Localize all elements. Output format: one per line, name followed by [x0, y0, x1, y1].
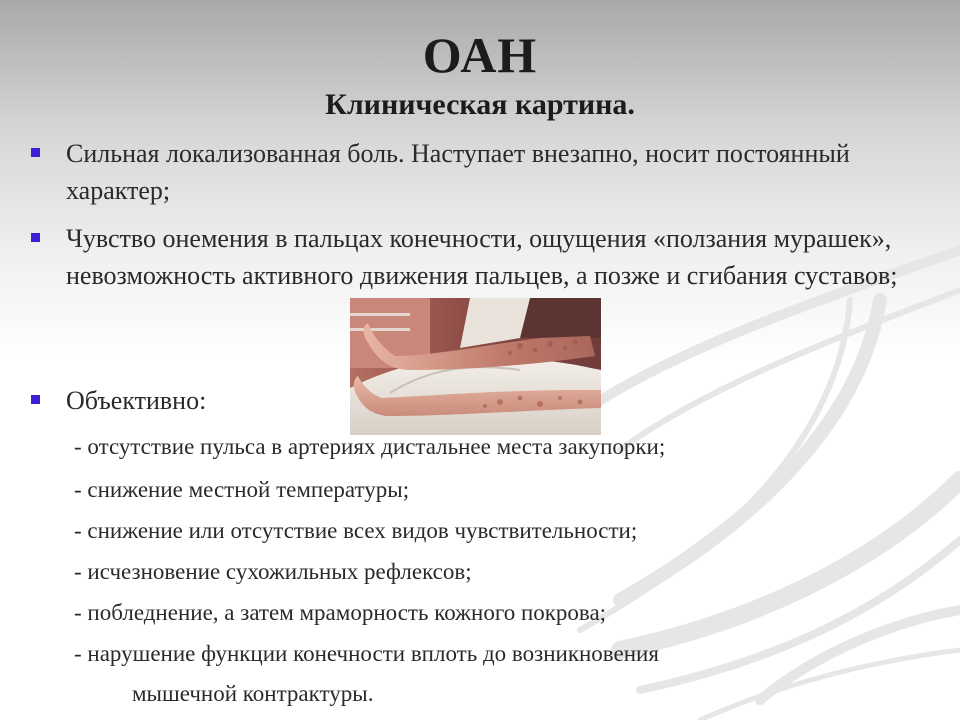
bullet-text: Объективно:	[66, 386, 207, 415]
objective-sign-item: - исчезновение сухожильных рефлексов;	[74, 559, 472, 584]
objective-sign-item: - снижение местной температуры;	[74, 477, 410, 502]
bullet-item	[66, 135, 926, 209]
objective-sign-item-continuation: мышечной контрактуры.	[132, 681, 374, 706]
objective-sign-item: - снижение или отсутствие всех видов чувствительности;	[74, 518, 638, 543]
square-bullet-icon	[31, 395, 40, 404]
square-bullet-icon	[31, 148, 40, 157]
bullet-text: Сильная локализованная боль. Наступает внезапно, носит постоянный характер;	[66, 139, 850, 205]
objective-sign-item: - побледнение, а затем мраморность кожного покрова;	[74, 600, 607, 625]
patient-legs-photo	[350, 298, 601, 435]
slide-subtitle: Клиническая картина.	[325, 88, 635, 121]
square-bullet-icon	[31, 233, 40, 242]
objective-sign-item: - нарушение функции конечности вплоть до возникновения	[74, 641, 659, 666]
objective-sign-item: - отсутствие пульса в артериях дистальнее места закупорки;	[74, 434, 666, 459]
bullet-item	[66, 220, 926, 294]
slide-title: ОАН	[422, 27, 538, 83]
bullet-text: Чувство онемения в пальцах конечности, ощущения «ползания мурашек», невозможность активного движения пальцев, а позже и сгибания суставов;	[66, 224, 898, 290]
